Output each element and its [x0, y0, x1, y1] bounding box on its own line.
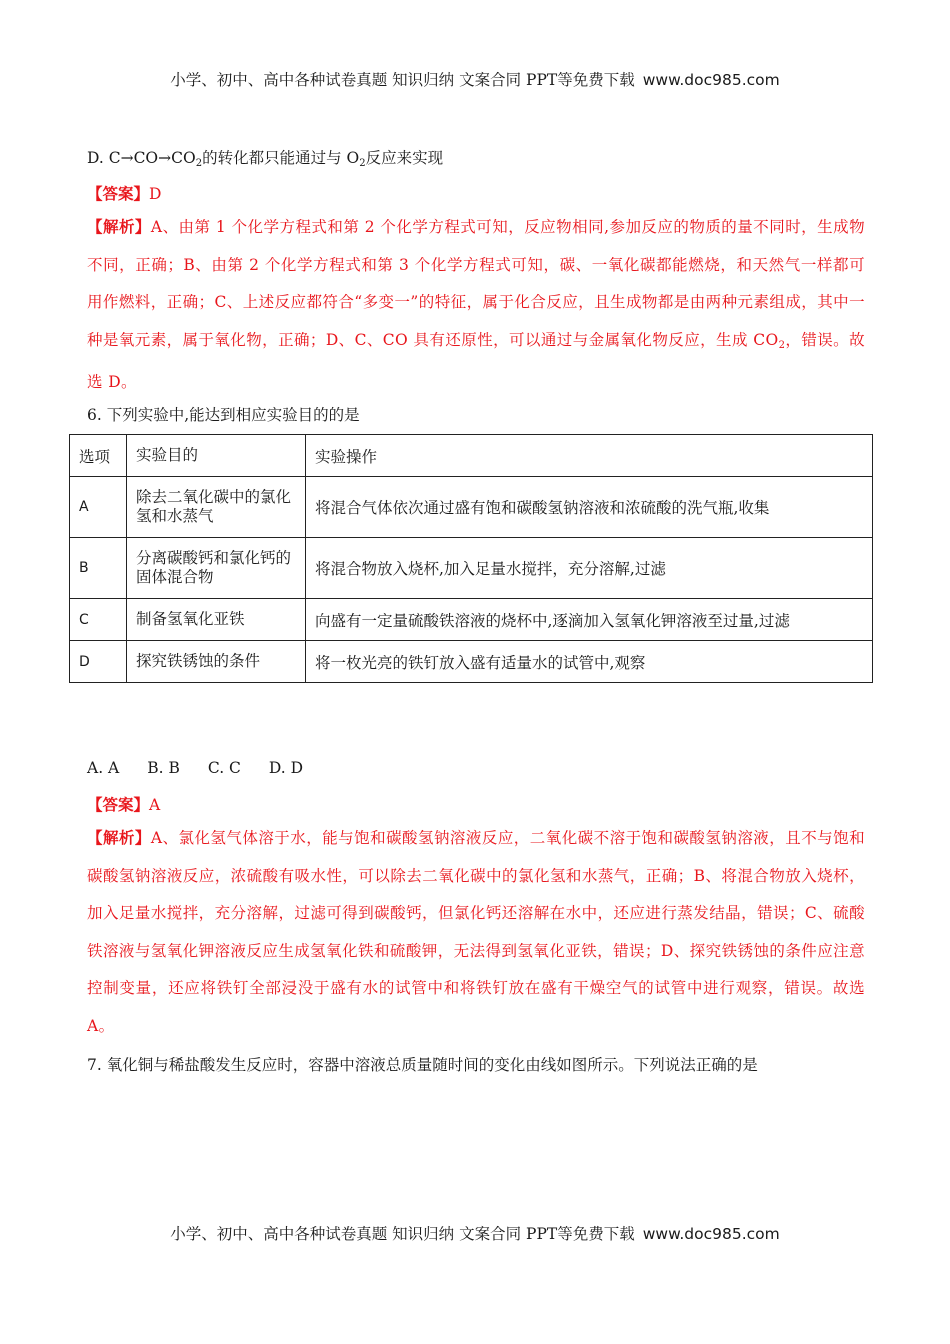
table-cell-purpose: 探究铁锈蚀的条件	[127, 641, 306, 683]
table-row	[70, 538, 873, 599]
table-cell-purpose: 除去二氧化碳中的氯化氢和水蒸气	[127, 477, 306, 538]
table-cell-option: B	[70, 538, 127, 599]
table-row	[70, 599, 873, 641]
page-footer	[0, 1222, 950, 1244]
q6-analysis: 【解析】A、氯化氢气体溶于水，能与饱和碳酸氢钠溶液反应，二氧化碳不溶于饱和碳酸氢钠溶液，且不与饱和碳酸氢钠溶液反应，浓硫酸有吸水性，可以除去二氧化碳中的氯化氢和水蒸气，正确；B、将混合物放入烧杯，加入足量水搅拌，充分溶解，过滤可得到碳酸钙，但氯化钙还溶解在水中，还应进行蒸发结晶，错误；C、硫酸铁溶液与氢氧化钾溶液反应生成氢氧化铁和硫酸钾，无法得到氢氧化亚铁，错误；D、探究铁锈蚀的条件应注意控制变量，还应将铁钉全部浸没于盛有水的试管中和将铁钉放在盛有干燥空气的试管中进行观察，错误。故选 A。	[87, 828, 865, 1035]
table-cell-purpose: 制备氢氧化亚铁	[127, 599, 306, 641]
table-cell-operation: 将混合物放入烧杯,加入足量水搅拌，充分溶解,过滤	[306, 538, 873, 599]
table-header-cell: 实验操作	[306, 435, 873, 477]
table-cell-operation: 将一枚光亮的铁钉放入盛有适量水的试管中,观察	[306, 641, 873, 683]
table-cell-option: D	[70, 641, 127, 683]
choice-d: D. D	[268, 759, 304, 777]
header-text: 小学、初中、高中各种试卷真题 知识归纳 文案合同 PPT等免费下载	[170, 71, 635, 89]
table-cell-operation: 将混合气体依次通过盛有饱和碳酸氢钠溶液和浓硫酸的洗气瓶,收集	[306, 477, 873, 538]
analysis-label: 【解析】	[87, 828, 151, 847]
table-cell-option: A	[70, 477, 127, 538]
table-header-cell: 选项	[70, 435, 127, 477]
header-url[interactable]: www.doc985.com	[642, 71, 780, 89]
choice-c: C. C	[207, 759, 241, 777]
footer-text: 小学、初中、高中各种试卷真题 知识归纳 文案合同 PPT等免费下载	[170, 1225, 635, 1243]
table-row	[70, 477, 873, 538]
answer-value: D	[149, 185, 162, 203]
table-header-row	[70, 435, 873, 477]
q5-option-d: D. $C\to CO\to CO_2$的转化都只能通过与 $O_2$反应来实现	[87, 149, 444, 169]
q7-stem: 7. 氧化铜与稀盐酸发生反应时，容器中溶液总质量随时间的变化由线如图所示。下列说法正确的是	[87, 1056, 758, 1074]
choice-a: A. A	[87, 759, 120, 777]
answer-label: 【答案】	[87, 184, 150, 203]
table-header-cell: 实验目的	[127, 435, 306, 477]
table-cell-operation: 向盛有一定量硫酸铁溶液的烧杯中,逐滴加入氢氧化钾溶液至过量,过滤	[306, 599, 873, 641]
table-cell-purpose: 分离碳酸钙和氯化钙的固体混合物	[127, 538, 306, 599]
answer-label: 【答案】	[87, 795, 150, 814]
q6-stem: 6. 下列实验中,能达到相应实验目的的是	[87, 406, 360, 424]
table-cell-option: C	[70, 599, 127, 641]
page-header	[0, 68, 950, 90]
experiment-table	[69, 434, 873, 683]
q6-answer	[87, 793, 867, 815]
table-row	[70, 641, 873, 683]
answer-value: A	[149, 796, 161, 814]
choice-b: B. B	[147, 759, 180, 777]
footer-url[interactable]: www.doc985.com	[642, 1225, 780, 1243]
q5-answer	[87, 182, 867, 204]
q5-analysis: 【解析】A、由第 1 个化学方程式和第 2 个化学方程式可知，反应物相同,参加反应的物质的量不同时，生成物不同，正确；B、由第 2 个化学方程式和第 3 个化学方程式可知，碳、一氧化碳都能燃烧，和天然气一样都可用作燃料，正确；C、上述反应都符合“多变一”的特征，属于化合反应，且生成物都是由两种元素组成，其中一种是氧元素，属于氧化物，正确；D、C、CO 具有还原性，可以通过与金属氧化物反应，生成 $CO_2$，错误。故选 D。	[87, 217, 865, 392]
q6-choices	[87, 759, 867, 777]
analysis-label: 【解析】	[87, 217, 151, 236]
